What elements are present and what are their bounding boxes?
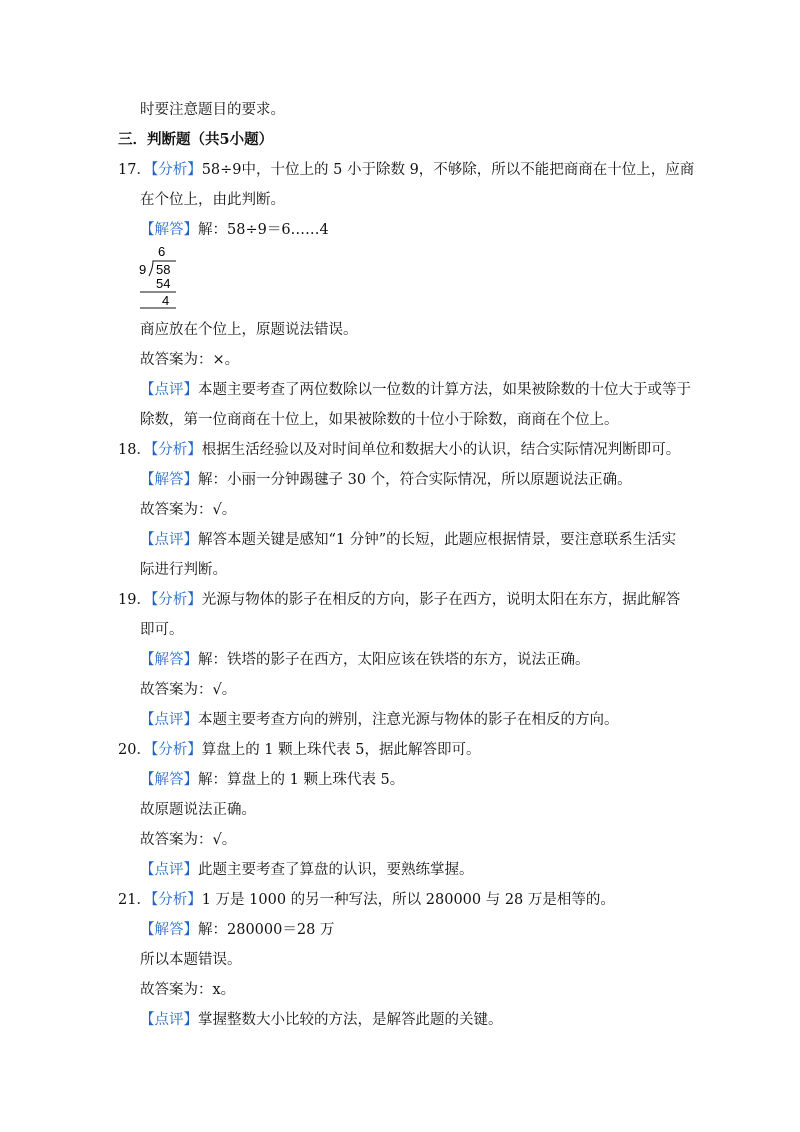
question-20-comment — [140, 860, 474, 880]
answer-tag: 【解答】 — [140, 922, 198, 938]
analysis-tag: 【分析】 — [150, 892, 202, 908]
question-number: 18． — [118, 442, 151, 458]
answer-text: 解：小丽一分钟踢毽子 30 个，符合实际情况，所以原题说法正确。 — [198, 472, 632, 488]
question-20-analysis — [118, 740, 480, 760]
answer-text: 解：算盘上的 1 颗上珠代表 5。 — [198, 772, 405, 788]
final-answer: 故答案为：√。 — [140, 502, 237, 518]
question-number: 17． — [118, 162, 151, 178]
question-19-answer — [140, 650, 590, 670]
comment-text-cont: 除数，第一位商商在十位上，如果被除数的十位小于除数，商商在个位上。 — [140, 412, 619, 428]
long-division-figure — [136, 243, 186, 309]
question-19-comment — [140, 710, 619, 730]
answer-text: 解：铁塔的影子在西方，太阳应该在铁塔的东方，说法正确。 — [198, 652, 590, 668]
answer-text: 解：58÷9＝6……4 — [198, 222, 329, 238]
analysis-text: 根据生活经验以及对时间单位和数据大小的认识，结合实际情况判断即可。 — [201, 442, 681, 458]
analysis-text-cont: 在个位上，由此判断。 — [140, 192, 285, 208]
comment-text: 此题主要考查了算盘的认识，要熟练掌握。 — [198, 862, 474, 878]
question-21-comment — [140, 1010, 503, 1030]
result-text: 商应放在个位上，原题说法错误。 — [140, 322, 358, 338]
answer-text: 解：280000＝28 万 — [198, 922, 335, 938]
remainder: 4 — [162, 293, 170, 308]
question-18-analysis — [118, 440, 680, 460]
question-20-answer — [140, 770, 404, 790]
comment-tag: 【点评】 — [140, 532, 198, 548]
analysis-text: 算盘上的 1 颗上珠代表 5，据此解答即可。 — [201, 742, 481, 758]
question-17-analysis — [118, 160, 694, 180]
question-17-comment — [140, 380, 691, 400]
question-18-answer — [140, 470, 632, 490]
question-number: 20． — [118, 742, 151, 758]
analysis-tag: 【分析】 — [150, 592, 202, 608]
text-line: 时要注意题目的要求。 — [140, 102, 285, 118]
final-answer: 故答案为：√。 — [140, 832, 237, 848]
answer-tag: 【解答】 — [140, 652, 198, 668]
question-21-answer — [140, 920, 334, 940]
analysis-tag: 【分析】 — [150, 162, 202, 178]
comment-text: 掌握整数大小比较的方法，是解答此题的关键。 — [198, 1012, 503, 1028]
answer-tag: 【解答】 — [140, 222, 198, 238]
result-text: 故原题说法正确。 — [140, 802, 256, 818]
comment-text: 本题主要考查了两位数除以一位数的计算方法，如果被除数的十位大于或等于 — [198, 382, 691, 398]
product: 54 — [156, 276, 171, 291]
comment-tag: 【点评】 — [140, 1012, 198, 1028]
comment-tag: 【点评】 — [140, 712, 198, 728]
section-title: 三．判断题（共5小题） — [118, 131, 274, 148]
analysis-tag: 【分析】 — [150, 442, 202, 458]
final-answer: 故答案为：√。 — [140, 682, 237, 698]
analysis-text: 光源与物体的影子在相反的方向，影子在西方，说明太阳在东方，据此解答 — [201, 592, 681, 608]
question-18-comment — [140, 530, 676, 550]
result-text: 所以本题错误。 — [140, 952, 242, 968]
comment-tag: 【点评】 — [140, 862, 198, 878]
question-17-answer — [140, 220, 329, 240]
comment-text-cont: 际进行判断。 — [140, 562, 227, 578]
dividend: 58 — [156, 262, 171, 277]
final-answer: 故答案为：×。 — [140, 352, 240, 368]
question-number: 19． — [118, 592, 151, 608]
divisor: 9 — [139, 262, 147, 277]
comment-tag: 【点评】 — [140, 382, 198, 398]
quotient: 6 — [158, 244, 166, 259]
answer-tag: 【解答】 — [140, 472, 198, 488]
answer-tag: 【解答】 — [140, 772, 198, 788]
question-21-analysis — [118, 890, 615, 910]
analysis-text: 1 万是 1000 的另一种写法，所以 280000 与 28 万是相等的。 — [201, 892, 615, 908]
question-number: 21． — [118, 892, 151, 908]
final-answer: 故答案为：x。 — [140, 982, 236, 998]
question-19-analysis — [118, 590, 680, 610]
analysis-text: 58÷9中，十位上的 5 小于除数 9，不够除，所以不能把商商在十位上，应商 — [201, 162, 695, 178]
comment-text: 本题主要考查方向的辨别，注意光源与物体的影子在相反的方向。 — [198, 712, 619, 728]
comment-text: 解答本题关键是感知“1 分钟”的长短，此题应根据情景，要注意联系生活实 — [198, 532, 677, 548]
analysis-text-cont: 即可。 — [140, 622, 184, 638]
analysis-tag: 【分析】 — [150, 742, 202, 758]
